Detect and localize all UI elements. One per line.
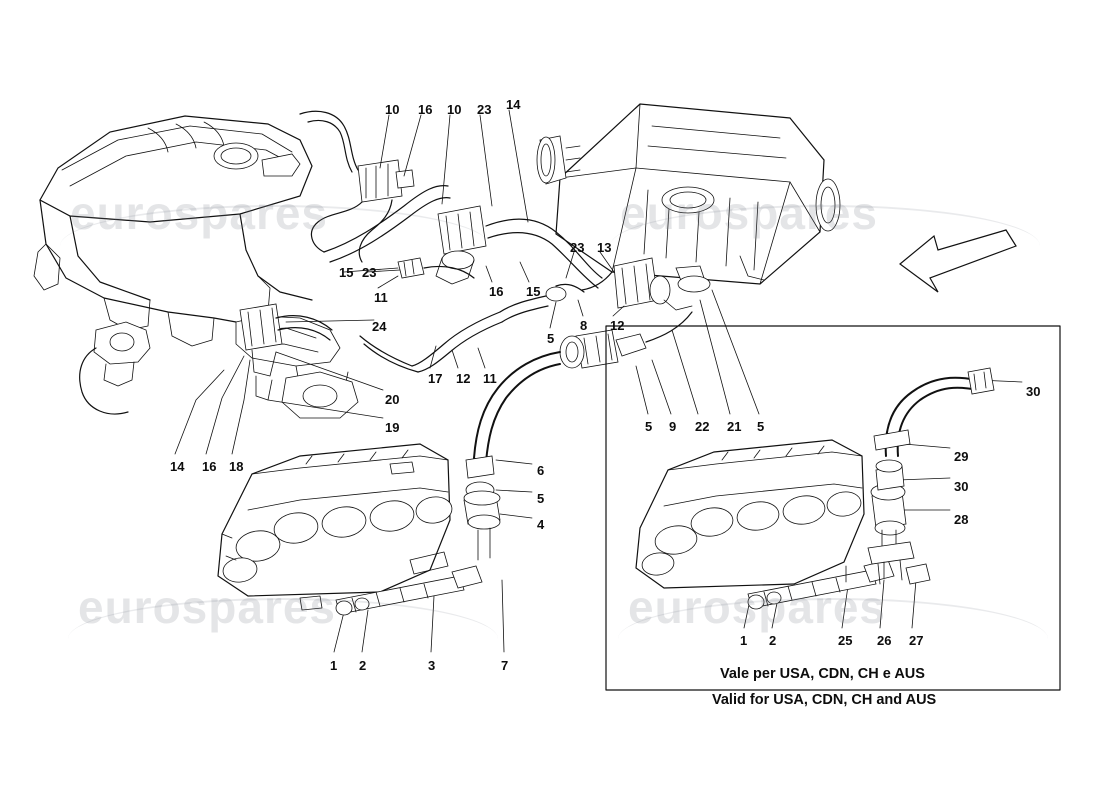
- inset-note-italian: Vale per USA, CDN, CH e AUS: [720, 666, 925, 682]
- callout-number: 29: [954, 449, 969, 464]
- callout-number: 15: [339, 265, 354, 280]
- inset-note-english: Valid for USA, CDN, CH and AUS: [712, 692, 937, 708]
- callout-number: 23: [570, 240, 585, 255]
- callout-number: 21: [727, 419, 742, 434]
- callout-number: 14: [506, 97, 521, 112]
- callout-number: 16: [418, 102, 433, 117]
- callout-number: 5: [547, 331, 555, 346]
- callout-number: 28: [954, 512, 969, 527]
- callout-number: 4: [537, 517, 545, 532]
- callout-number: 2: [769, 633, 777, 648]
- callout-number: 23: [477, 102, 492, 117]
- callout-number: 3: [428, 658, 436, 673]
- callout-number: 12: [610, 318, 625, 333]
- callout-number: 11: [374, 290, 388, 305]
- callout-number: 16: [202, 459, 217, 474]
- callout-number: 22: [695, 419, 710, 434]
- callout-number: 5: [645, 419, 653, 434]
- watermark: eurospares: [628, 581, 887, 633]
- watermark: eurospares: [78, 581, 337, 633]
- watermark-swoosh: [60, 205, 490, 287]
- callout-number: 11: [483, 371, 497, 386]
- watermark-swoosh: [610, 205, 1040, 287]
- callout-number: 9: [669, 419, 677, 434]
- callout-number: 30: [1026, 384, 1041, 399]
- callout-number: 1: [740, 633, 748, 648]
- callout-number: 6: [537, 463, 545, 478]
- callout-number: 23: [362, 265, 377, 280]
- callout-number: 18: [229, 459, 244, 474]
- callout-number: 14: [170, 459, 185, 474]
- callout-number: 12: [456, 371, 471, 386]
- callout-number: 5: [537, 491, 545, 506]
- callout-number: 30: [954, 479, 969, 494]
- callout-number: 1: [330, 658, 338, 673]
- callout-number: 24: [372, 319, 387, 334]
- watermark: eurospares: [620, 187, 879, 239]
- callout-number: 5: [757, 419, 765, 434]
- callout-number: 15: [526, 284, 541, 299]
- callout-number: 8: [580, 318, 588, 333]
- callout-number: 20: [385, 392, 400, 407]
- watermark: eurospares: [70, 187, 329, 239]
- callout-number: 26: [877, 633, 892, 648]
- callout-number: 16: [489, 284, 504, 299]
- callout-number: 10: [447, 102, 462, 117]
- callout-number: 2: [359, 658, 367, 673]
- callout-number: 13: [597, 240, 612, 255]
- callout-number: 7: [501, 658, 509, 673]
- callout-number: 27: [909, 633, 924, 648]
- callout-number: 19: [385, 420, 400, 435]
- callout-number: 10: [385, 102, 400, 117]
- callout-number: 25: [838, 633, 853, 648]
- callout-number: 17: [428, 371, 443, 386]
